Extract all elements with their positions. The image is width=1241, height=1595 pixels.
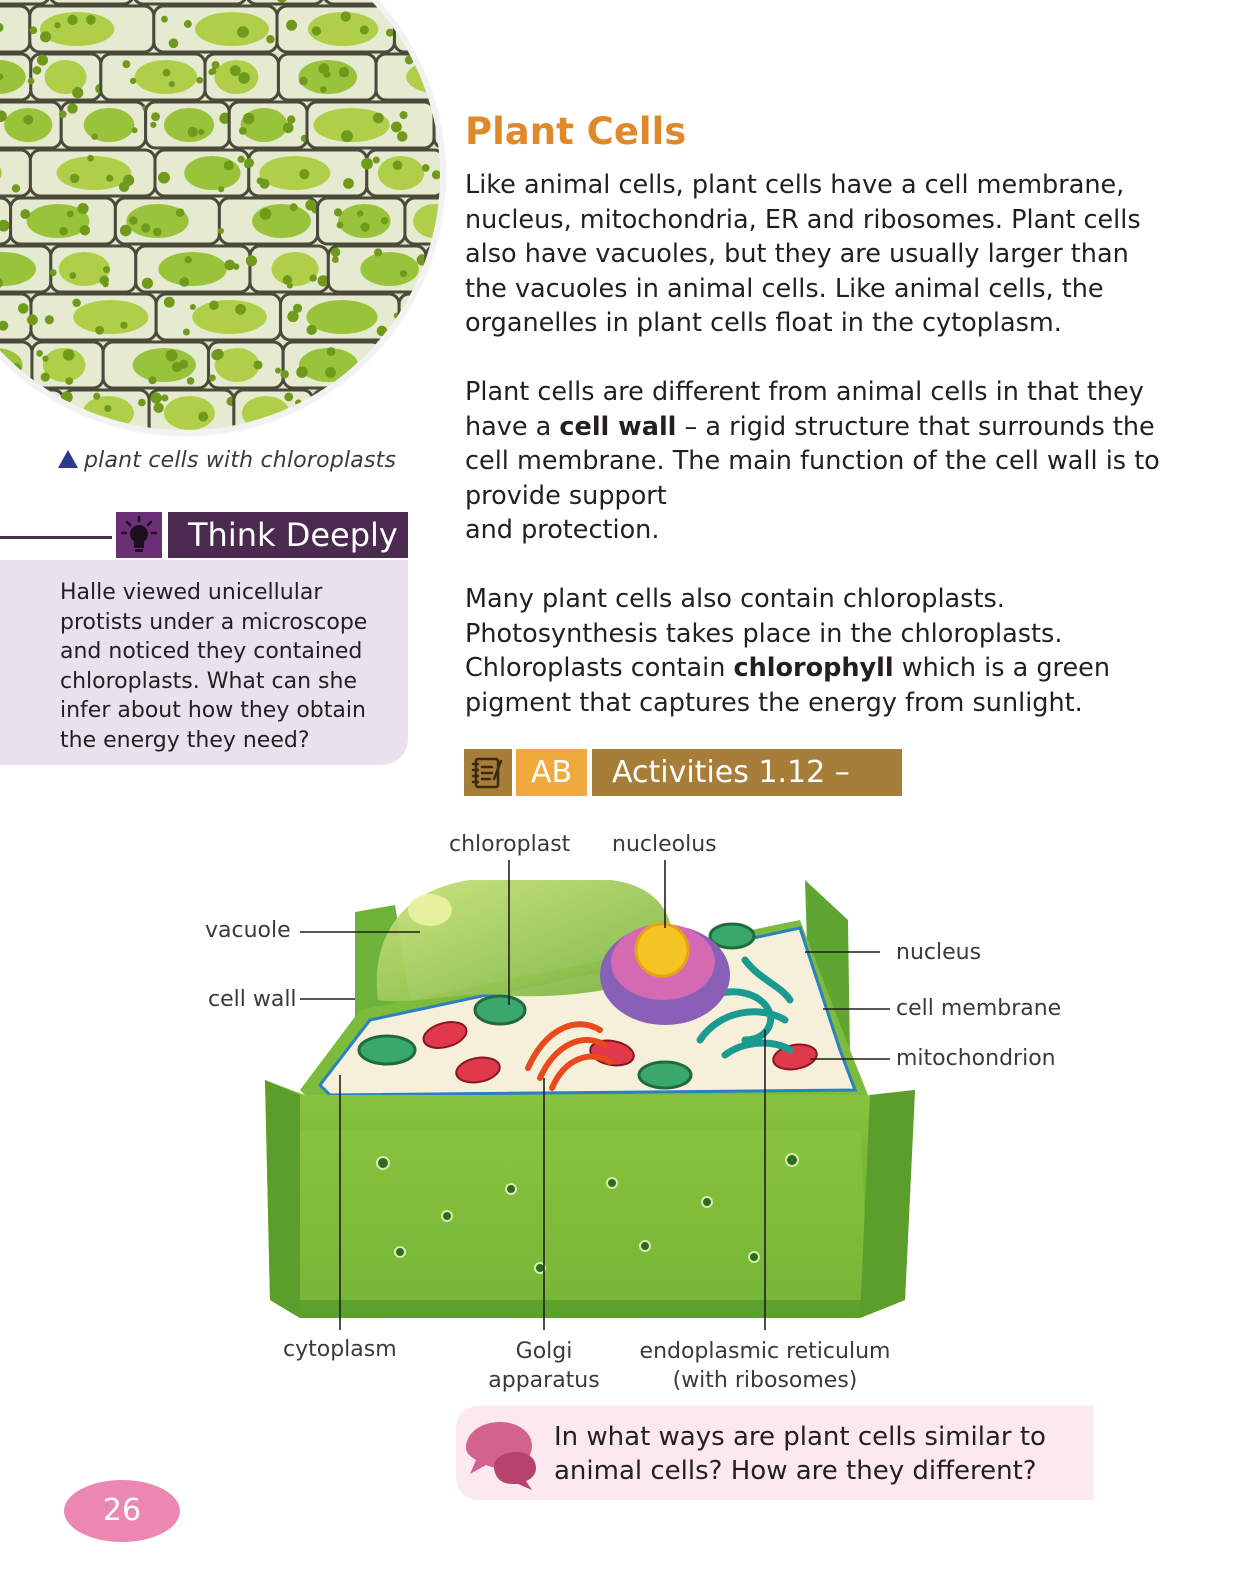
notebook-icon <box>464 749 512 796</box>
image-caption: plant cells with chloroplasts <box>58 448 396 473</box>
term-chlorophyll: chlorophyll <box>733 653 894 684</box>
label-nucleus: nucleus <box>896 940 982 965</box>
activity-book-badge: AB <box>516 749 587 796</box>
think-deeply-title: Think Deeply <box>168 512 408 558</box>
paragraph-2: Plant cells are different from animal cells in that they have a cell wall – a rigid structure that surrounds the cell membrane. The main function of the cell wall is to provide support and protection. <box>465 377 1160 546</box>
label-vacuole: vacuole <box>205 918 291 943</box>
label-nucleolus: nucleolus <box>612 832 717 857</box>
page-number: 26 <box>64 1480 180 1542</box>
plant-cells-micrograph <box>0 0 440 430</box>
label-golgi-apparatus: Golgi apparatus <box>488 1339 600 1393</box>
label-endoplasmic-reticulum: endoplasmic reticulum (with ribosomes) <box>639 1339 891 1393</box>
paragraph-1: Like animal cells, plant cells have a cell membrane, nucleus, mitochondria, ER and ribosomes. Plant cells also have vacuoles, but they are usually larger than the vacuoles in animal cells. Like animal cells, the organelles in plant cells float in the cytoplasm. <box>465 170 1141 339</box>
label-cytoplasm: cytoplasm <box>283 1337 397 1362</box>
activities-label[interactable]: Activities 1.12 – 1.13 <box>592 749 902 796</box>
lightbulb-icon <box>116 512 162 558</box>
nucleolus-shape <box>636 924 688 976</box>
term-cell-wall: cell wall <box>559 411 677 442</box>
think-deeply-rule <box>0 536 112 539</box>
label-mitochondrion: mitochondrion <box>896 1046 1056 1071</box>
discussion-text: In what ways are plant cells similar to animal cells? How are they different? <box>554 1422 1046 1486</box>
plant-cell-diagram <box>200 820 1100 1400</box>
section-heading: Plant Cells <box>465 110 687 153</box>
label-cell-wall: cell wall <box>208 987 297 1012</box>
label-chloroplast: chloroplast <box>449 832 571 857</box>
triangle-icon <box>58 450 78 468</box>
paragraph-3: Many plant cells also contain chloroplasts. Photosynthesis takes place in the chloroplasts. Chloroplasts contain chlorophyll which is a green pigment that captures the energy from sunlight. <box>465 584 1111 718</box>
label-cell-membrane: cell membrane <box>896 996 1062 1021</box>
think-deeply-text: Halle viewed unicellular protists under a microscope and noticed they contained chloroplasts. What can she infer about how they obtain the energy they need? <box>60 580 368 753</box>
speech-bubbles-icon <box>460 1418 540 1496</box>
